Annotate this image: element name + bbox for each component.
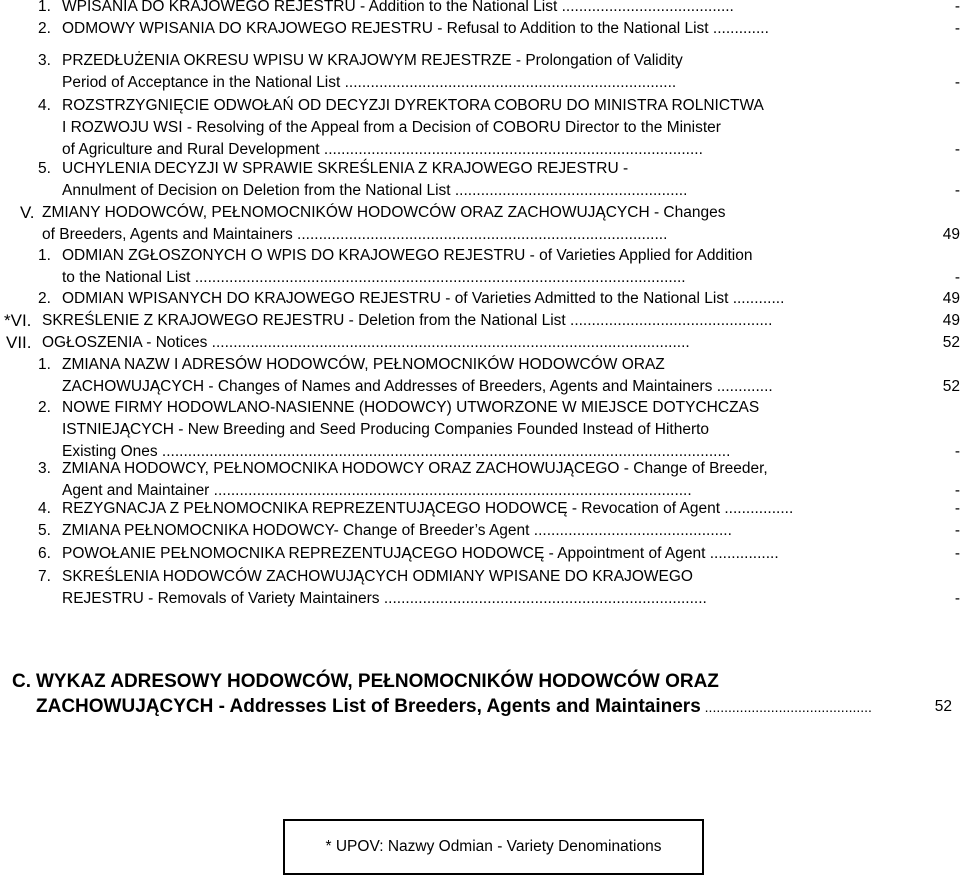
entry-text: REJESTRU - Removals of Variety Maintainers ........................................................................... xyxy=(62,590,707,607)
section-letter: C. xyxy=(12,671,31,692)
entry-number: 2. xyxy=(38,399,51,416)
entry-page: - xyxy=(954,443,960,460)
entry-text: OGŁOSZENIA - Notices ............................................................................................................... xyxy=(42,334,690,351)
entry-page: 52 xyxy=(942,334,960,351)
toc-entry xyxy=(0,18,960,40)
section-number: VII. xyxy=(6,333,32,352)
footnote-text: * UPOV: Nazwy Odmian - Variety Denominations xyxy=(325,838,662,855)
toc-section xyxy=(0,202,960,247)
entry-page: - xyxy=(954,182,960,199)
section-title-text: ZACHOWUJĄCYCH - Addresses List of Breeders, Agents and Maintainers xyxy=(36,696,701,717)
entry-text: ISTNIEJĄCYCH - New Breeding and Seed Producing Companies Founded Instead of Hitherto xyxy=(62,421,710,438)
entry-text: NOWE FIRMY HODOWLANO-NASIENNE (HODOWCY) UTWORZONE W MIEJSCE DOTYCHCZAS xyxy=(62,399,760,416)
entry-text: ROZSTRZYGNIĘCIE ODWOŁAŃ OD DECYZJI DYREKTORA COBORU DO MINISTRA ROLNICTWA xyxy=(62,97,764,114)
entry-number: 1. xyxy=(38,247,51,264)
toc-entry xyxy=(0,458,960,503)
entry-text: SKREŚLENIA HODOWCÓW ZACHOWUJĄCYCH ODMIANY WPISANE DO KRAJOWEGO xyxy=(62,568,693,585)
entry-number: 2. xyxy=(38,290,51,307)
entry-page: - xyxy=(954,0,960,15)
toc-entry xyxy=(0,543,960,565)
toc-entry xyxy=(0,397,960,464)
toc-section xyxy=(0,332,960,354)
entry-number: 1. xyxy=(38,356,51,373)
entry-number: 2. xyxy=(38,20,51,37)
entry-text: UCHYLENIA DECYZJI W SPRAWIE SKREŚLENIA Z KRAJOWEGO REJESTRU - xyxy=(62,160,629,177)
section-number: V. xyxy=(20,203,35,222)
entry-page: - xyxy=(954,20,960,37)
section-c-heading xyxy=(12,669,952,719)
entry-text: REZYGNACJA Z PEŁNOMOCNIKA REPREZENTUJĄCEGO HODOWCĘ - Revocation of Agent ................ xyxy=(62,500,794,517)
section-page: 52 xyxy=(934,698,952,715)
entry-page: - xyxy=(954,590,960,607)
toc-entry xyxy=(0,520,960,542)
entry-text: SKREŚLENIE Z KRAJOWEGO REJESTRU - Deletion from the National List ............................................... xyxy=(42,312,773,329)
footnote-box xyxy=(283,819,704,875)
entry-number: 7. xyxy=(38,568,51,585)
entry-page: 52 xyxy=(942,378,960,395)
entry-number: 4. xyxy=(38,500,51,517)
entry-page: - xyxy=(954,74,960,91)
toc-section xyxy=(0,310,960,332)
entry-text: Agent and Maintainer ............................................................................................................... xyxy=(62,482,692,499)
entry-page: - xyxy=(954,500,960,517)
toc-entry xyxy=(0,245,960,290)
section-title-line-1: WYKAZ ADRESOWY HODOWCÓW, PEŁNOMOCNIKÓW HODOWCÓW ORAZ xyxy=(36,671,719,692)
entry-text: Annulment of Decision on Deletion from the National List ...................................................... xyxy=(62,182,688,199)
entry-number: 5. xyxy=(38,160,51,177)
entry-text: to the National List .................................................................................................................. xyxy=(62,269,686,286)
entry-page: - xyxy=(954,545,960,562)
toc-entry xyxy=(0,288,960,310)
entry-text: ODMIAN WPISANYCH DO KRAJOWEGO REJESTRU - of Varieties Admitted to the National List ............ xyxy=(62,290,785,307)
entry-page: 49 xyxy=(942,226,960,243)
entry-text: ODMIAN ZGŁOSZONYCH O WPIS DO KRAJOWEGO REJESTRU - of Varieties Applied for Addition xyxy=(62,247,753,264)
entry-text: PRZEDŁUŻENIA OKRESU WPISU W KRAJOWYM REJESTRZE - Prolongation of Validity xyxy=(62,52,683,69)
entry-text: ZMIANA HODOWCY, PEŁNOMOCNIKA HODOWCY ORAZ ZACHOWUJĄCEGO - Change of Breeder, xyxy=(62,460,768,477)
entry-text: ZMIANA NAZW I ADRESÓW HODOWCÓW, PEŁNOMOCNIKÓW HODOWCÓW ORAZ xyxy=(62,356,665,373)
section-number: *VI. xyxy=(4,311,32,330)
entry-text: Existing Ones .................................................................................................................................... xyxy=(62,443,731,460)
toc-entry xyxy=(0,354,960,399)
entry-number: 4. xyxy=(38,97,51,114)
entry-page: - xyxy=(954,141,960,158)
entry-text: Period of Acceptance in the National List ............................................................................. xyxy=(62,74,677,91)
entry-text: of Agriculture and Rural Development ........................................................................................ xyxy=(62,141,703,158)
entry-text: of Breeders, Agents and Maintainers ...................................................................................... xyxy=(42,226,668,243)
entry-text: ODMOWY WPISANIA DO KRAJOWEGO REJESTRU - Refusal to Addition to the National List ............. xyxy=(62,20,769,37)
toc-entry xyxy=(0,566,960,611)
toc-entry xyxy=(0,95,960,162)
entry-page: - xyxy=(954,522,960,539)
entry-page: - xyxy=(954,269,960,286)
dot-leader: ........................................... xyxy=(700,699,872,715)
entry-text: ZACHOWUJĄCYCH - Changes of Names and Addresses of Breeders, Agents and Maintainers ............. xyxy=(62,378,773,395)
toc-entry xyxy=(0,498,960,520)
entry-number: 5. xyxy=(38,522,51,539)
entry-text: ZMIANA PEŁNOMOCNIKA HODOWCY- Change of Breeder’s Agent .............................................. xyxy=(62,522,732,539)
entry-number: 3. xyxy=(38,460,51,477)
entry-text: WPISANIA DO KRAJOWEGO REJESTRU - Addition to the National List ........................................ xyxy=(62,0,734,15)
toc-entry xyxy=(0,0,960,18)
entry-number: 1. xyxy=(38,0,51,15)
entry-page: 49 xyxy=(942,312,960,329)
entry-page: - xyxy=(954,482,960,499)
entry-number: 6. xyxy=(38,545,51,562)
entry-text: I ROZWOJU WSI - Resolving of the Appeal from a Decision of COBORU Director to the Minister xyxy=(62,119,721,136)
entry-page: 49 xyxy=(942,290,960,307)
entry-text: POWOŁANIE PEŁNOMOCNIKA REPREZENTUJĄCEGO HODOWCĘ - Appointment of Agent ................ xyxy=(62,545,779,562)
toc-entry xyxy=(0,158,960,203)
toc-entry xyxy=(0,50,960,95)
section-title-line-2 xyxy=(36,694,872,720)
entry-number: 3. xyxy=(38,52,51,69)
entry-text: ZMIANY HODOWCÓW, PEŁNOMOCNIKÓW HODOWCÓW ORAZ ZACHOWUJĄCYCH - Changes xyxy=(42,204,726,221)
